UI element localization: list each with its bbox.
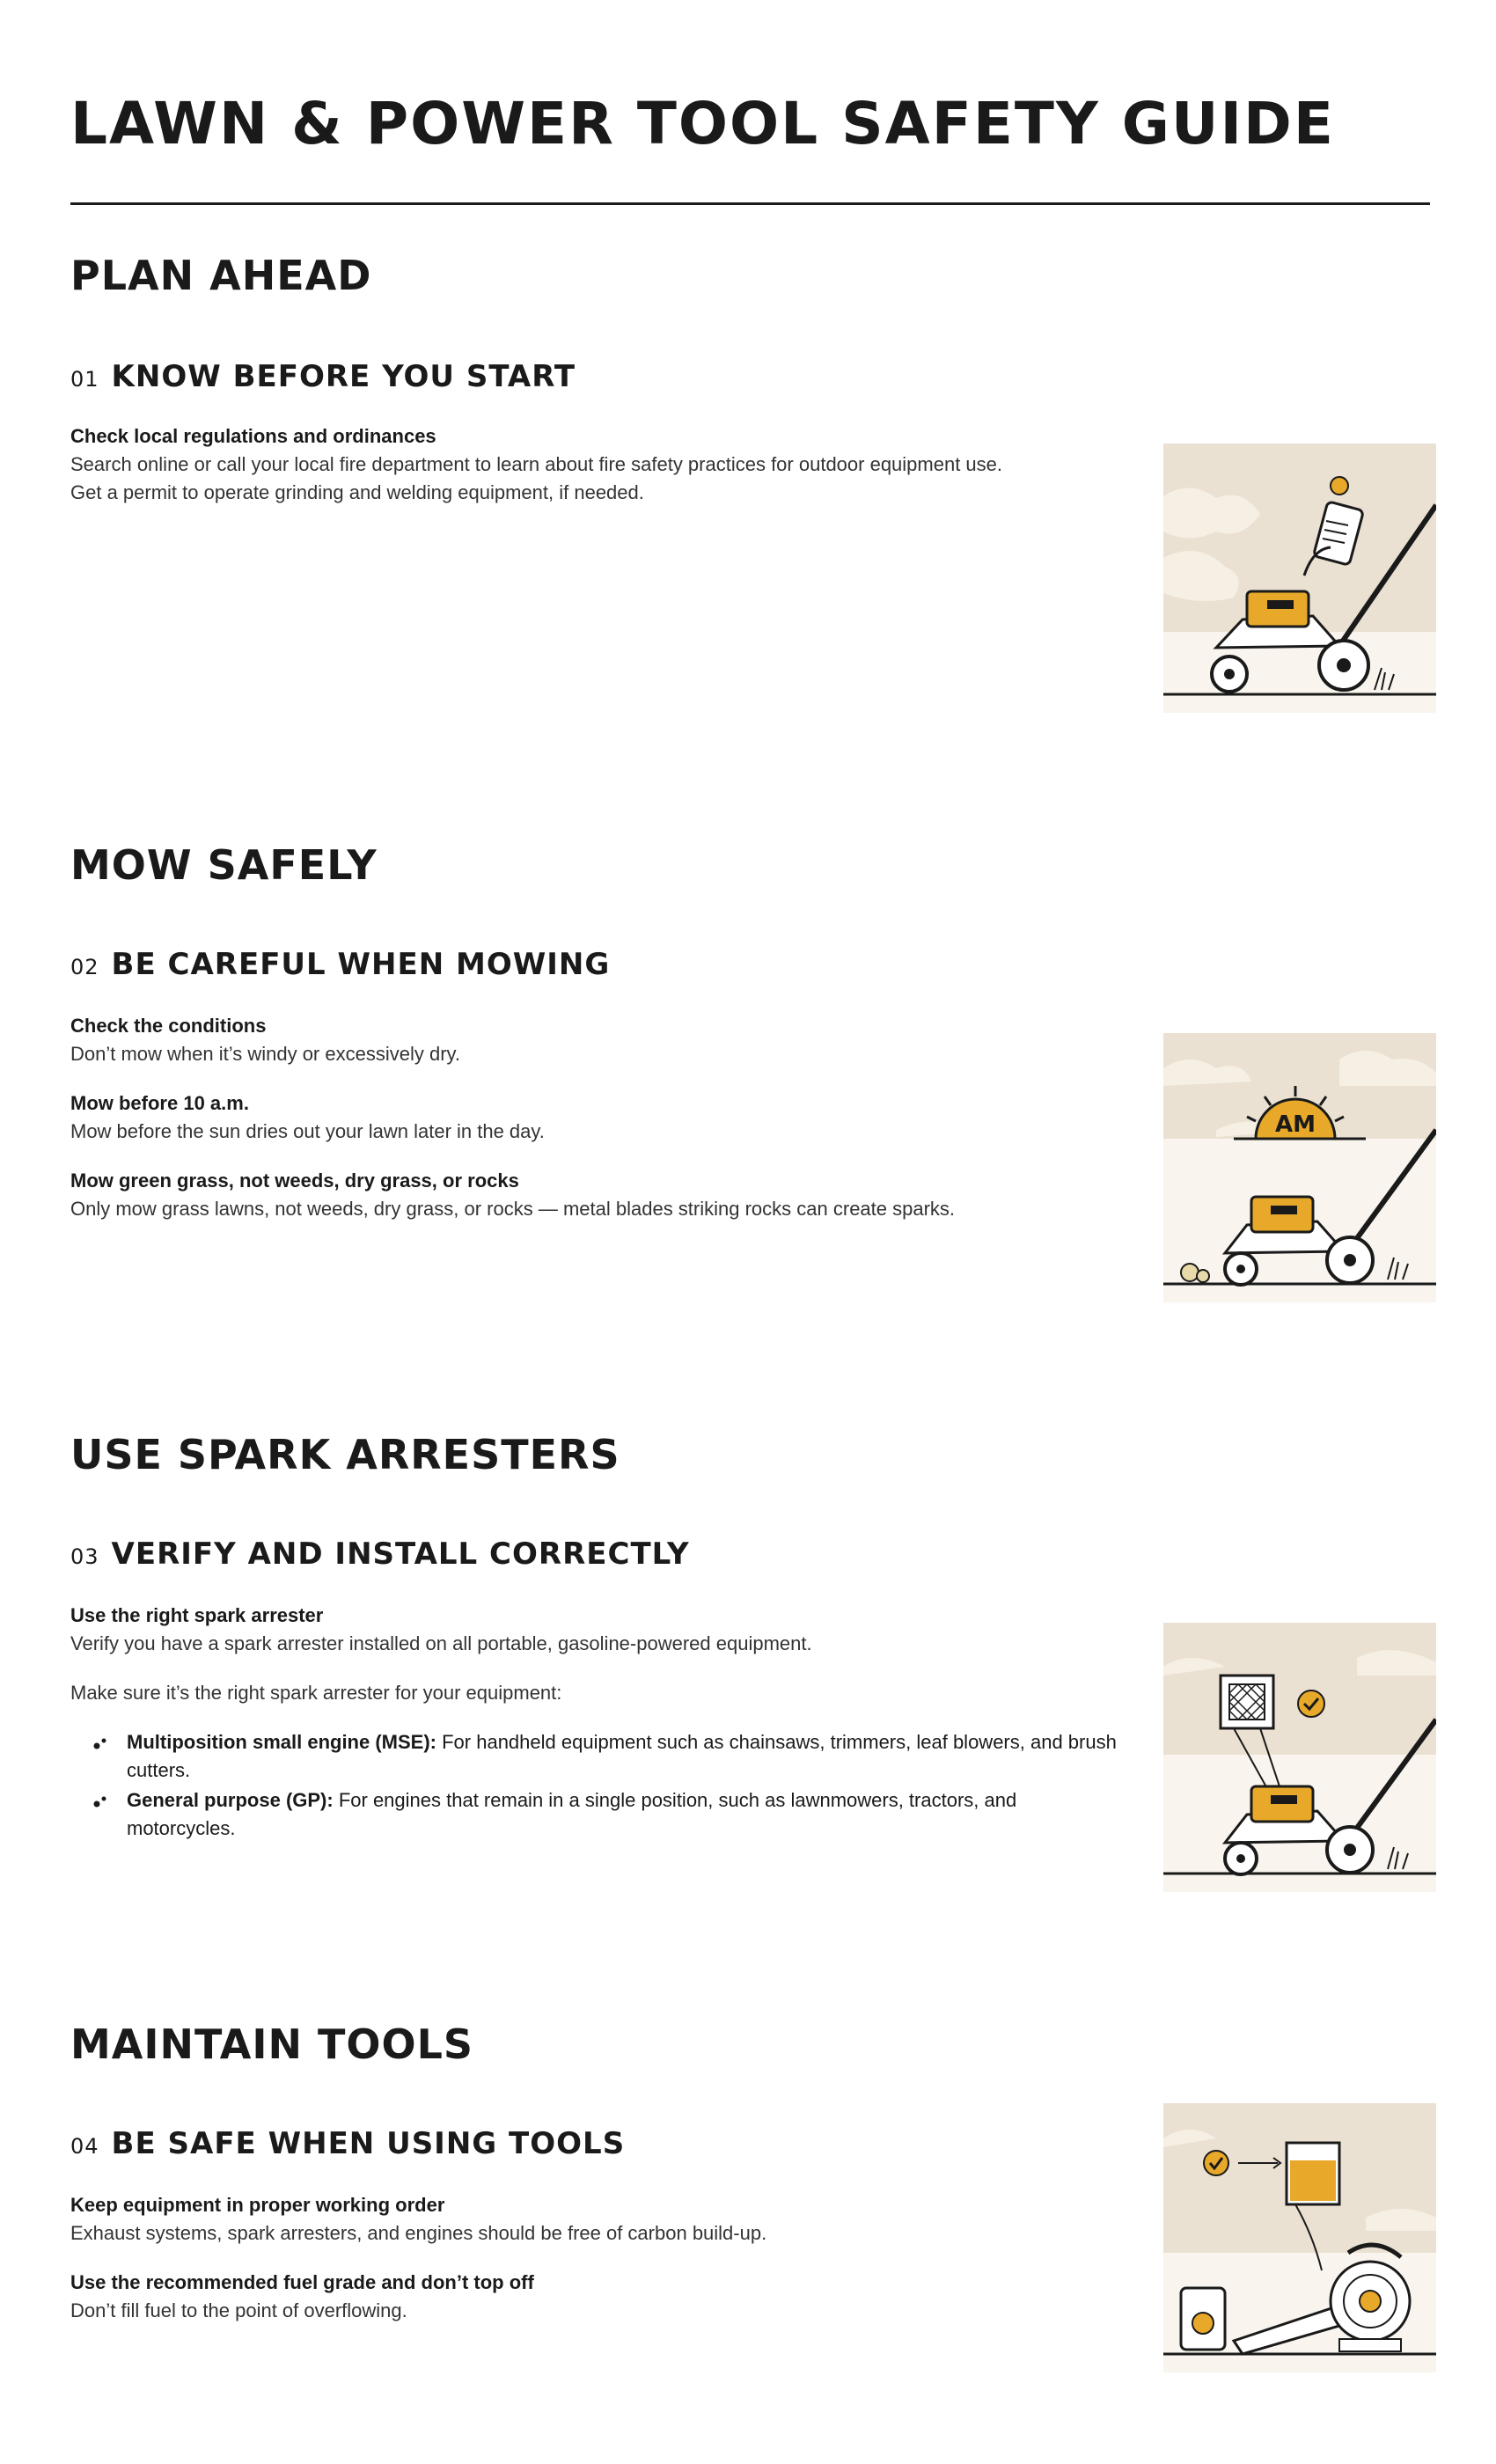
step-04-heading — [70, 2126, 625, 2161]
bullet-icon — [92, 1734, 109, 1751]
morning-mowing-illustration — [1163, 1033, 1436, 1302]
block-heading: Mow before 10 a.m. — [70, 1092, 249, 1114]
block-text: Mow before the sun dries out your lawn later in the day. — [70, 1120, 545, 1142]
bullet-term: Multiposition small engine (MSE): — [127, 1731, 436, 1753]
block-text: Get a permit to operate grinding and welding equipment, if needed. — [70, 481, 644, 503]
title-divider — [70, 202, 1430, 205]
block-text: Exhaust systems, spark arresters, and engines should be free of carbon build-up. — [70, 2222, 767, 2244]
block-text: Only mow grass lawns, not weeds, dry grass, or rocks — metal blades striking rocks can create sparks. — [70, 1198, 956, 1220]
page-title: LAWN & POWER TOOL SAFETY GUIDE — [70, 90, 1335, 158]
block-heading: Use the recommended fuel grade and don’t top off — [70, 2271, 534, 2293]
bullet-term: General purpose (GP): — [127, 1789, 334, 1811]
step-number: 01 — [70, 367, 99, 392]
step-number: 04 — [70, 2134, 99, 2159]
block-heading: Check the conditions — [70, 1015, 267, 1037]
step-number: 03 — [70, 1544, 99, 1569]
block-heading: Mow green grass, not weeds, dry grass, or rocks — [70, 1170, 519, 1192]
block-text: Don’t mow when it’s windy or excessively dry. — [70, 1043, 461, 1065]
block-text: Search online or call your local fire department to learn about fire safety practices for outdoor equipment use. — [70, 453, 1003, 475]
section-title-use-spark-arresters: USE SPARK ARRESTERS — [70, 1431, 620, 1478]
section-title-mow-safely: MOW SAFELY — [70, 841, 378, 889]
block-text: Verify you have a spark arrester installed on all portable, gasoline-powered equipment. — [70, 1632, 812, 1654]
am-label: AM — [1275, 1111, 1316, 1138]
list-item — [127, 1728, 1118, 1785]
block-heading: Keep equipment in proper working order — [70, 2194, 445, 2216]
section-body-plan-ahead — [70, 422, 1118, 528]
section-body-use-spark-arresters — [70, 1602, 1118, 1844]
block-heading: Check local regulations and ordinances — [70, 425, 436, 447]
step-03-heading — [70, 1536, 690, 1572]
section-body-mow-safely — [70, 1012, 1118, 1244]
lawnmower-phone-illustration — [1163, 444, 1436, 713]
section-body-maintain-tools — [70, 2191, 1118, 2346]
step-title: VERIFY AND INSTALL CORRECTLY — [111, 1536, 690, 1572]
step-title: BE CAREFUL WHEN MOWING — [111, 947, 611, 982]
intro-text: Make sure it’s the right spark arrester for your equipment: — [70, 1682, 562, 1704]
step-title: KNOW BEFORE YOU START — [111, 359, 576, 394]
bullet-text: For engines that remain in a single position, such as lawnmowers, tractors, and motorcycles. — [127, 1789, 1017, 1839]
bullet-icon — [92, 1792, 109, 1809]
section-title-plan-ahead: PLAN AHEAD — [70, 252, 372, 299]
step-title: BE SAFE WHEN USING TOOLS — [111, 2126, 626, 2161]
list-item — [127, 1786, 1118, 1843]
step-number: 02 — [70, 955, 99, 979]
leaf-blower-fuel-illustration — [1163, 2103, 1436, 2372]
block-heading: Use the right spark arrester — [70, 1604, 324, 1626]
step-01-heading — [70, 359, 576, 394]
step-02-heading — [70, 947, 610, 982]
bullet-text: For handheld equipment such as chainsaws, trimmers, leaf blowers, and brush cutters. — [127, 1731, 1117, 1781]
block-text: Don’t fill fuel to the point of overflowing. — [70, 2299, 407, 2321]
spark-arrester-illustration — [1163, 1623, 1436, 1892]
bullet-list — [70, 1728, 1118, 1843]
section-title-maintain-tools: MAINTAIN TOOLS — [70, 2020, 474, 2068]
